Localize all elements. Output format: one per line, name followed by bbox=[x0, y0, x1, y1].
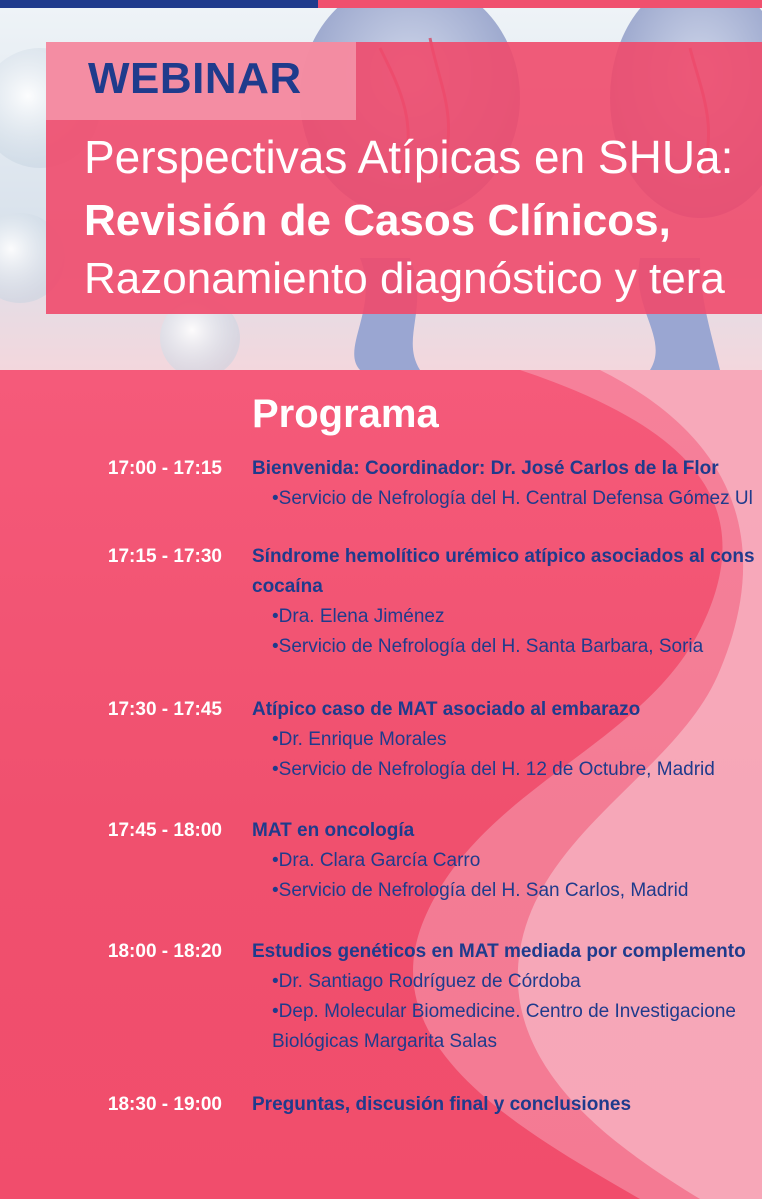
title-line-1: Perspectivas Atípicas en SHUa: bbox=[84, 131, 734, 183]
program-section bbox=[0, 370, 762, 1199]
agenda-detail: •Servicio de Nefrología del H. San Carlos, Madrid bbox=[272, 880, 689, 901]
agenda-title-line: Síndrome hemolítico urémico atípico asociados al cons bbox=[252, 546, 755, 567]
agenda-detail: •Dra. Elena Jiménez bbox=[272, 606, 445, 627]
agenda-title bbox=[252, 542, 762, 602]
agenda-detail: Biológicas Margarita Salas bbox=[272, 1031, 497, 1052]
program-heading: Programa bbox=[252, 392, 439, 436]
agenda-time: 17:00 - 17:15 bbox=[107, 458, 222, 479]
agenda-title bbox=[252, 937, 762, 967]
agenda-title bbox=[252, 1090, 762, 1120]
agenda-title-line: Preguntas, discusión final y conclusiones bbox=[252, 1094, 632, 1115]
agenda-title-line: cocaína bbox=[252, 576, 323, 597]
agenda-time: 18:00 - 18:20 bbox=[107, 941, 222, 962]
agenda-detail: •Servicio de Nefrología del H. 12 de Octubre, Madrid bbox=[272, 759, 715, 780]
agenda-detail: •Servicio de Nefrología del H. Central Defensa Gómez Ul bbox=[272, 488, 753, 509]
agenda-title bbox=[252, 454, 762, 484]
webinar-label: WEBINAR bbox=[88, 54, 302, 103]
agenda-detail: •Dr. Santiago Rodríguez de Córdoba bbox=[272, 971, 581, 992]
title-line-2: Revisión de Casos Clínicos, bbox=[84, 196, 671, 245]
agenda-time: 17:30 - 17:45 bbox=[107, 699, 222, 720]
agenda-title-line: Estudios genéticos en MAT mediada por complemento bbox=[252, 941, 746, 962]
agenda-detail: •Dr. Enrique Morales bbox=[272, 729, 447, 750]
title-line-3: Razonamiento diagnóstico y tera bbox=[84, 254, 725, 303]
agenda-title bbox=[252, 695, 762, 725]
agenda-detail: •Dra. Clara García Carro bbox=[272, 850, 481, 871]
agenda-detail: •Dep. Molecular Biomedicine. Centro de Investigacione bbox=[272, 1001, 736, 1022]
agenda-title-line: MAT en oncología bbox=[252, 820, 415, 841]
agenda-time: 17:15 - 17:30 bbox=[107, 546, 222, 567]
agenda-title-line: Atípico caso de MAT asociado al embarazo bbox=[252, 699, 641, 720]
top-bar-blue bbox=[0, 0, 318, 8]
page-edge bbox=[762, 0, 780, 1199]
agenda-time: 18:30 - 19:00 bbox=[107, 1094, 222, 1115]
agenda-title bbox=[252, 816, 762, 846]
agenda-time: 17:45 - 18:00 bbox=[107, 820, 222, 841]
agenda-detail: •Servicio de Nefrología del H. Santa Barbara, Soria bbox=[272, 636, 704, 657]
agenda-title-line: Bienvenida: Coordinador: Dr. José Carlos de la Flor bbox=[252, 458, 719, 479]
